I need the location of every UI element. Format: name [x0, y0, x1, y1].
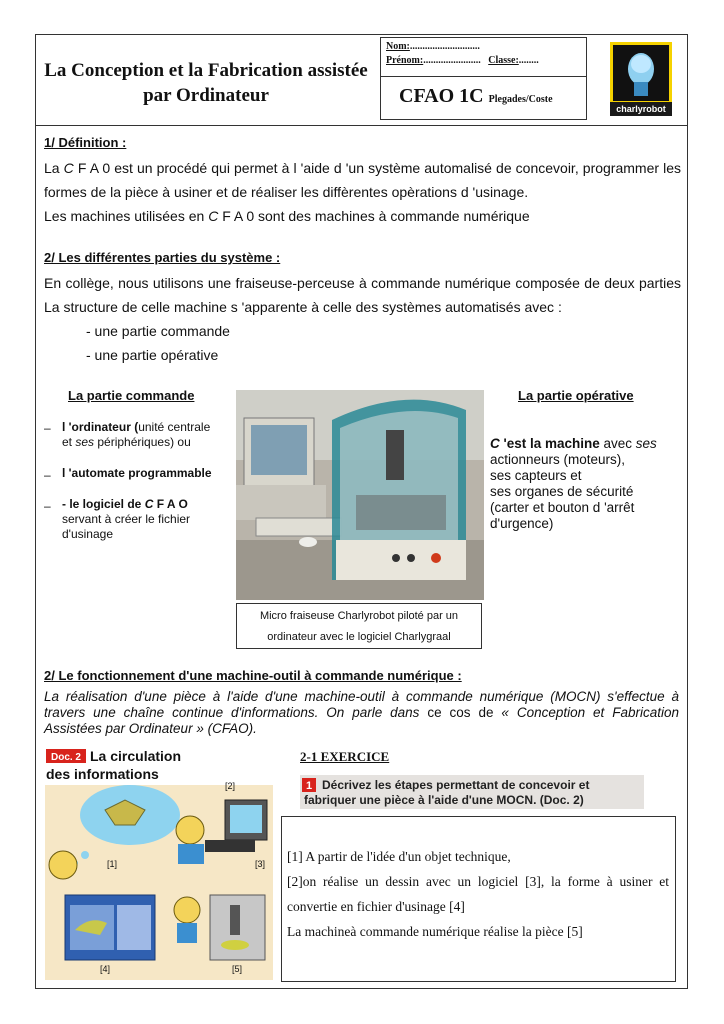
parts-paragraph: En collège, nous utilisons une fraiseuse-perceuse à commande numérique composée de deux parties La structure de celle machine s 'apparente à celle des systèmes automatisés avec : — [44, 275, 681, 315]
operative-description: C 'est la machine avec ses actionneurs (moteurs), ses capteurs et ses organes de sécurité (carter et bouton d 'arrêt d'urgence) — [490, 436, 657, 531]
course-code: CFAO 1C Plegades/Coste — [399, 85, 553, 107]
svg-text:fabriquer une pièce à l'aide d: fabriquer une pièce à l'aide d'une MOCN. (Doc. 2) — [304, 793, 584, 807]
commande-item-automate: l 'automate programmable — [62, 466, 212, 480]
dash-marker: – — [44, 499, 51, 513]
answer-line-1: [1] A partir de l'idée d'un objet technique, — [287, 849, 511, 864]
svg-text:1: 1 — [305, 780, 313, 792]
dash-marker: – — [44, 421, 51, 435]
header-divider — [35, 125, 688, 126]
answer-line-2: [2]on réalise un dessin avec un logiciel [3], la forme à usiner et convertie en fichier d'usinage [4] — [287, 874, 669, 914]
title-line-2: par Ordinateur — [143, 85, 269, 106]
fonctionnement-paragraph: La réalisation d'une pièce à l'aide d'une machine-outil à commande numérique (MOCN) s'effectue à travers une chaîne continue d'informations. On parle dans ce cos de « Conception et Fabrication Assistées par Ordinateur » (CFAO). — [44, 689, 679, 736]
exercise-instruction-banner — [300, 775, 644, 809]
svg-text:La circulation: La circulation — [90, 748, 182, 764]
dash-marker: – — [44, 468, 51, 482]
svg-text:Doc. 2: Doc. 2 — [50, 752, 82, 763]
photo-caption: Micro fraiseuse Charlyrobot piloté par un ordinateur avec le logiciel Charlygraal — [236, 603, 482, 649]
list-item-commande: - une partie commande — [86, 323, 230, 339]
svg-text:[1]: [1] — [107, 859, 118, 869]
commande-heading: La partie commande — [68, 388, 195, 403]
svg-text:[4]: [4] — [100, 964, 111, 974]
charlyrobot-machine-photo — [236, 390, 484, 600]
student-info-box — [380, 37, 587, 120]
svg-text:charlyrobot: charlyrobot — [616, 104, 666, 114]
svg-text:[3]: [3] — [255, 859, 266, 869]
list-item-operative: - une partie opérative — [86, 347, 219, 363]
title-line-1: La Conception et la Fabrication assistée — [44, 60, 368, 81]
answer-line-3: La machineà commande numérique réalise la pièce [5] — [287, 924, 583, 939]
nom-field: Nom:............................ — [386, 41, 480, 52]
section-fonctionnement-heading: 2/ Le fonctionnement d'une machine-outil à commande numérique : — [44, 668, 462, 683]
svg-text:[2]: [2] — [225, 781, 236, 791]
prenom-classe-field: Prénom:....................... Classe:........ — [386, 55, 539, 66]
definition-paragraph: La C F A 0 est un procédé qui permet à l 'aide d 'un système automalisé de concevoir, programmer les formes de la pièce à usiner et de réaliser les diffèrentes opèrations d 'usinage. — [44, 160, 681, 200]
section-parts-heading: 2/ Les différentes parties du système : — [44, 250, 281, 265]
machines-paragraph: Les machines utilisées en C F A 0 sont des machines à commande numérique — [44, 208, 530, 224]
svg-text:des informations: des informations — [46, 766, 159, 782]
commande-item-ordinateur: l 'ordinateur (unité centrale et ses périphériques) ou — [62, 420, 211, 449]
section-definition-heading: 1/ Définition : — [44, 135, 127, 150]
commande-item-logiciel: - le logiciel de C F A O servant à créer le fichier d'usinage — [62, 497, 191, 541]
svg-text:[5]: [5] — [232, 964, 243, 974]
svg-text:Décrivez les étapes permettant: Décrivez les étapes permettant de concevoir et — [322, 778, 590, 792]
page-title — [36, 58, 376, 108]
exercise-answer-box — [281, 816, 676, 982]
charlyrobot-logo — [610, 42, 672, 116]
exercise-heading: 2-1 EXERCICE — [300, 749, 390, 764]
doc2-information-flow-illustration — [45, 745, 273, 980]
operative-heading: La partie opérative — [518, 388, 634, 403]
